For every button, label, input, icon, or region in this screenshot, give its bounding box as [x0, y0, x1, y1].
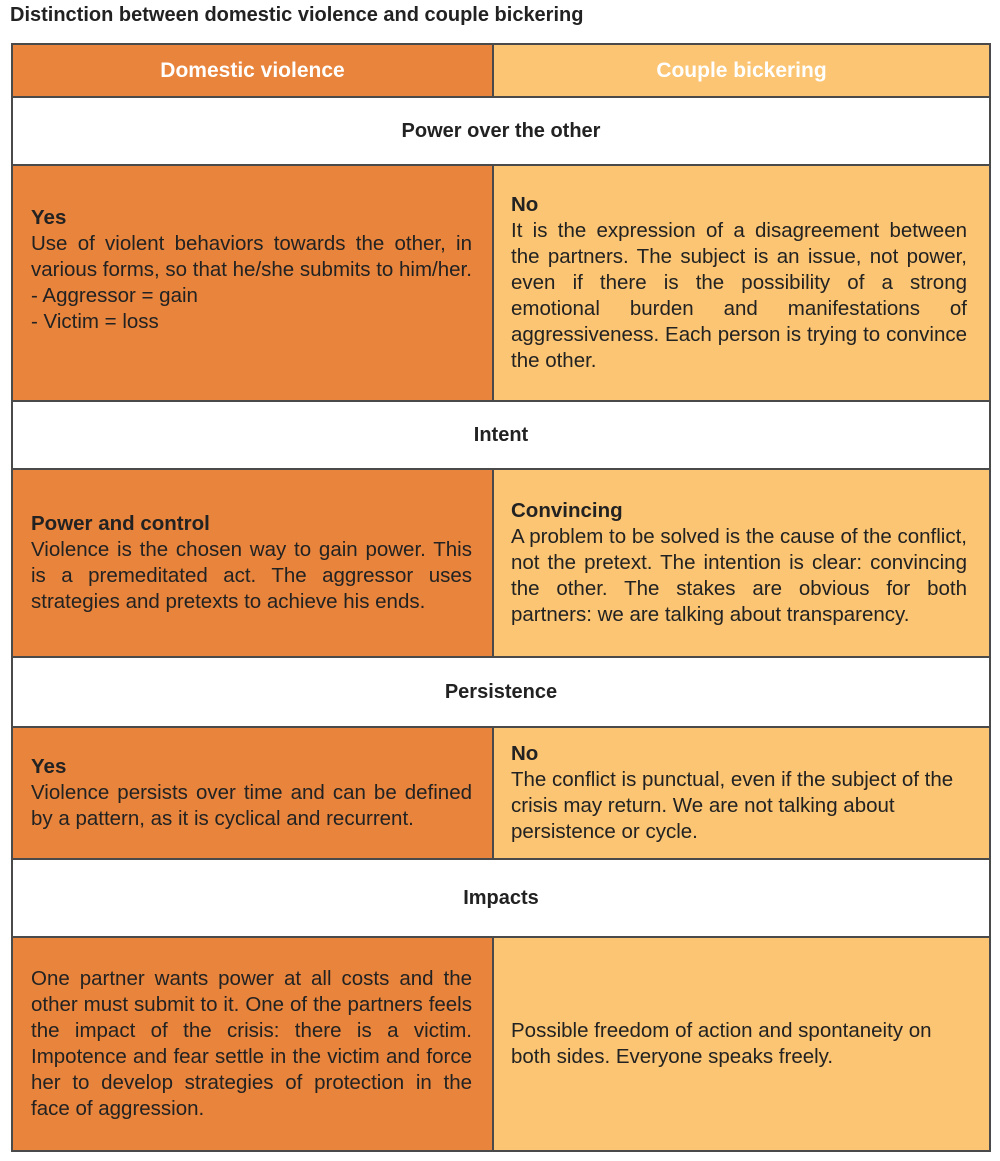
section-row-impacts [12, 859, 990, 937]
section-heading: Impacts [12, 859, 990, 937]
domestic-violence-cell [12, 727, 493, 859]
list-item: - Aggressor = gain [31, 284, 198, 307]
couple-bickering-cell [493, 469, 990, 657]
section-heading: Power over the other [12, 97, 990, 165]
cell-text: Violence is the chosen way to gain power. This is a premeditated act. The aggressor uses strategies and pretexts to achieve his ends. [31, 538, 472, 613]
section-row-intent [12, 401, 990, 469]
table-row [12, 727, 990, 859]
cell-lead: No [511, 742, 539, 765]
couple-bickering-cell [493, 937, 990, 1151]
section-heading: Intent [12, 401, 990, 469]
header-domestic-violence: Domestic violence [12, 44, 493, 97]
cell-lead: Power and control [31, 512, 210, 535]
cell-text: The conflict is punctual, even if the subject of the crisis may return. We are not talking about persistence or cycle. [511, 768, 954, 843]
cell-text: A problem to be solved is the cause of the conflict, not the pretext. The intention is clear: convincing the other. The stakes are obvious for both partners: we are talking about transparency. [511, 525, 967, 626]
spacer [31, 335, 472, 361]
cell-text: Possible freedom of action and spontaneity on both sides. Everyone speaks freely. [511, 1019, 932, 1068]
comparison-table [11, 43, 991, 1152]
header-couple-bickering: Couple bickering [493, 44, 990, 97]
table-row [12, 469, 990, 657]
cell-lead: Convincing [511, 499, 623, 522]
section-heading: Persistence [12, 657, 990, 727]
cell-text: Violence persists over time and can be defined by a pattern, as it is cyclical and recurrent. [31, 781, 472, 830]
domestic-violence-cell [12, 937, 493, 1151]
header-row [12, 44, 990, 97]
couple-bickering-cell [493, 165, 990, 401]
couple-bickering-cell [493, 727, 990, 859]
domestic-violence-cell [12, 469, 493, 657]
cell-text: It is the expression of a disagreement between the partners. The subject is an issue, not power, even if there is the possibility of a strong emotional burden and manifestations of aggressiveness. Each person is trying to convince the other. [511, 219, 967, 372]
table-row [12, 165, 990, 401]
table-row [12, 937, 990, 1151]
section-row-persistence [12, 657, 990, 727]
section-row-power [12, 97, 990, 165]
domestic-violence-cell [12, 165, 493, 401]
cell-lead: Yes [31, 206, 67, 229]
page-title: Distinction between domestic violence and couple bickering [10, 4, 584, 26]
list-item: - Victim = loss [31, 310, 159, 333]
cell-text: One partner wants power at all costs and the other must submit to it. One of the partners feels the impact of the crisis: there is a victim. Impotence and fear settle in the victim and force her to develop strategies of protection in the face of aggression. [31, 967, 472, 1120]
cell-lead: No [511, 193, 539, 216]
cell-text: Use of violent behaviors towards the other, in various forms, so that he/she submits to him/her. [31, 232, 472, 281]
cell-lead: Yes [31, 755, 67, 778]
